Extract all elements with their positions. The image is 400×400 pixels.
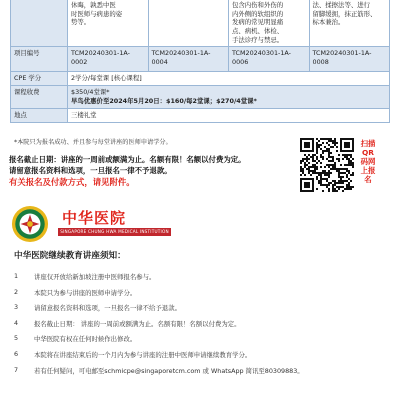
code-cell-1: TCM20240301-1A-0002 xyxy=(68,47,149,72)
item-number: 4 xyxy=(14,318,19,327)
item-number: 5 xyxy=(14,334,19,343)
item-text: 本院只为参与讲座的医师申请学分。 xyxy=(34,288,137,297)
cpe-value: 2学分/每堂课 [核心课程] xyxy=(68,72,390,86)
list-item xyxy=(14,288,394,304)
deadline-line-2: 请留意报名资料和选项，一旦报名一律不予退款。 xyxy=(9,165,172,175)
deadline-line-1: 报名截止日期：讲座的一周前或额满为止。名额有限！名额以付费为定。 xyxy=(9,155,246,164)
code-cell-3: TCM20240301-1A-0006 xyxy=(229,47,310,72)
item-number: 7 xyxy=(14,365,19,374)
desc-cell-2 xyxy=(148,0,229,47)
location-value: 三楼礼堂 xyxy=(68,109,390,123)
list-item xyxy=(14,366,394,382)
hospital-name-cn: 中华医院 xyxy=(62,209,127,227)
table-row-fee xyxy=(11,86,390,109)
desc-cell-4: 法、揉擦法等、进行 留脚缓拥，抹正筋形、 标本兼治。 xyxy=(309,0,390,47)
registration-qr-code[interactable] xyxy=(300,138,354,192)
item-text: 本院将在讲座结束后的一个月内为参与讲座的注册中医师申请继续教育学分。 xyxy=(34,350,252,359)
code-label: 项目编号 xyxy=(11,47,68,72)
item-text: 报名截止日期： 讲座的一周前或额满为止。名额有限！名额以付费为定。 xyxy=(34,319,241,328)
list-item xyxy=(14,319,394,335)
fee-regular: $350/4堂课* xyxy=(71,88,110,97)
item-number: 3 xyxy=(14,303,19,312)
deadline-block xyxy=(9,155,301,189)
item-number: 2 xyxy=(14,287,19,296)
fee-cell xyxy=(68,86,390,109)
fee-early-bird: 早鸟优惠价至2024年5月20日：$160/每2堂课；$270/4堂课* xyxy=(71,96,257,105)
item-text: 若有任何疑问，可电邮至schmicpe@singaporetcm.com 或 WhatsApp 简讯至80309883。 xyxy=(34,366,304,375)
credit-footnote: *本院只为报名成功、并且参与每堂讲座的医师申请学分。 xyxy=(14,139,172,146)
item-text: 请留意报名资料和选项，一旦报名一律不给予退款。 xyxy=(34,304,181,313)
fee-label: 课程收费 xyxy=(11,86,68,109)
course-table xyxy=(10,0,390,123)
item-number: 1 xyxy=(14,272,19,280)
table-row-description xyxy=(11,0,390,47)
item-text: 中华医院有权在任何时候作出修改。 xyxy=(34,335,137,344)
list-item xyxy=(14,334,394,350)
item-text: 讲座仅开放给新加坡注册中医师报名参与。 xyxy=(34,273,156,281)
desc-cell-3: 包含内伤和外伤的 内外侧的软组织的 发病的常见明显痛 点、病机、体检、 手法诊疗与禁忌。 xyxy=(229,0,310,47)
item-number: 6 xyxy=(14,349,19,358)
code-cell-4: TCM20240301-1A-0008 xyxy=(309,47,390,72)
payment-note: 有关报名及付款方式，请见附件。 xyxy=(9,177,135,188)
list-item xyxy=(14,350,394,366)
desc-cell-1: 休晦，孰悉中医 时医师与病患的姿 势等。 xyxy=(68,0,149,47)
table-row-location xyxy=(11,109,390,123)
cpe-label: CPE 学分 xyxy=(11,72,68,86)
table-row-code xyxy=(11,47,390,72)
notice-list xyxy=(14,272,394,381)
hospital-name-en: SINGAPORE CHUNG HWA MEDICAL INSTITUTION xyxy=(58,228,171,236)
code-cell-2: TCM20240301-1A-0004 xyxy=(148,47,229,72)
table-row-cpe xyxy=(11,72,390,86)
list-item xyxy=(14,303,394,319)
notice-title: 中华医院继续教育讲座须知： xyxy=(14,251,126,261)
hospital-logo-icon xyxy=(11,205,49,243)
desc-label xyxy=(11,0,68,47)
list-item xyxy=(14,272,394,288)
qr-caption: 扫描QR码网上报名 xyxy=(360,139,376,184)
location-label: 地点 xyxy=(11,109,68,123)
